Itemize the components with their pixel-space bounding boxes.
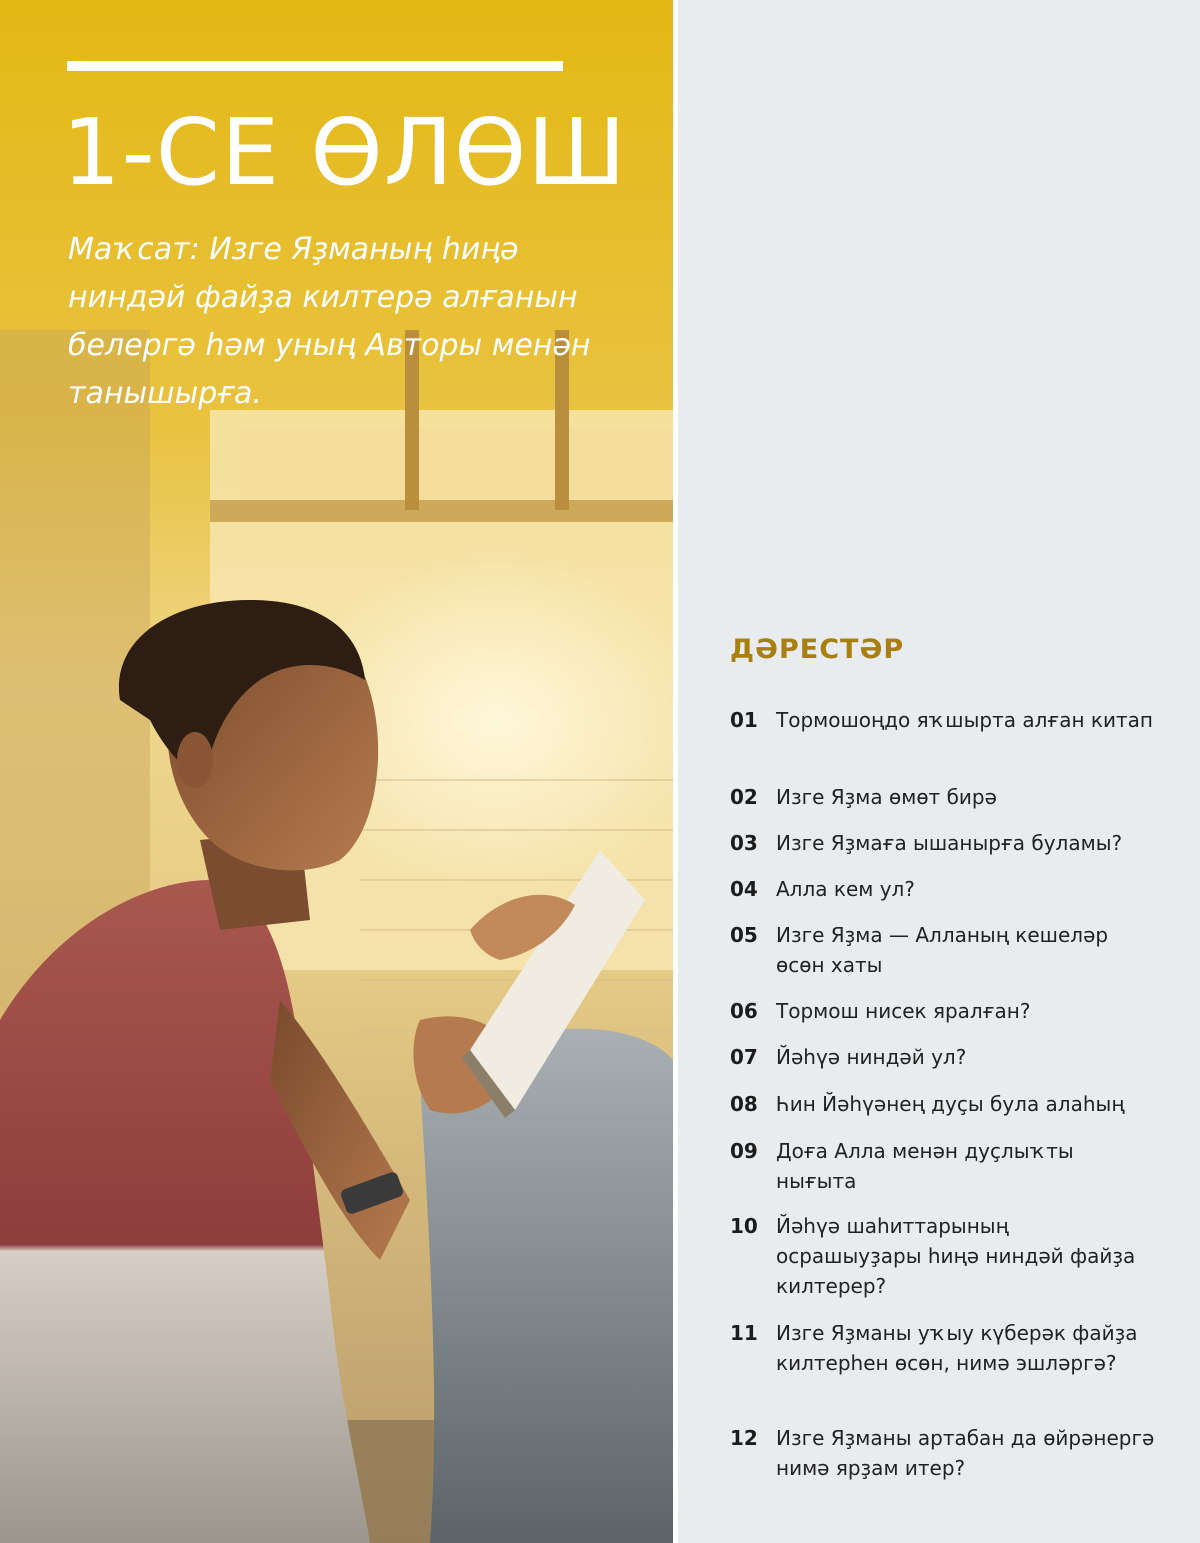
lesson-number: 09 [730,1139,758,1163]
lesson-number: 03 [730,831,758,855]
lesson-number: 06 [730,999,758,1023]
lesson-title: Йәһүә ниндәй ул? [776,1045,967,1069]
title-rule [67,61,563,71]
lesson-number: 10 [730,1214,758,1238]
lessons-heading: ДӘРЕСТӘР [730,634,905,665]
lesson-number: 07 [730,1045,758,1069]
lesson-title: Изге Яҙма өмөт бирә [776,785,997,809]
lesson-number: 02 [730,785,758,809]
lesson-title: Изге Яҙманы артабан да өйрәнергә нимә ярҙам итер? [776,1426,1155,1480]
lesson-title: Изге Яҙманы уҡыу күберәк файҙа килтерһен өсөн, нимә эшләргә? [776,1321,1138,1375]
lesson-number: 11 [730,1321,758,1345]
lesson-title: Тормош нисек яралған? [776,999,1031,1023]
part-title: 1-СЕ ӨЛӨШ [62,99,627,206]
lesson-number: 04 [730,877,758,901]
panel-divider [673,0,678,1543]
lesson-title: Алла кем ул? [776,877,915,901]
lesson-title: Изге Яҙмаға ышанырға буламы? [776,831,1123,855]
lesson-title: Һин Йәһүәнең дуҫы була алаһың [776,1092,1125,1116]
lesson-number: 12 [730,1426,758,1450]
lesson-title: Тормошоңдо яҡшырта алған китап [776,708,1153,732]
lesson-title: Доға Алла менән дуҫлыҡты нығыта [776,1139,1074,1193]
lesson-title: Изге Яҙма — Алланың кешеләр өсөн хаты [776,923,1109,977]
lesson-number: 08 [730,1092,758,1116]
lesson-number: 01 [730,708,758,732]
lesson-title: Йәһүә шаһиттарының осрашыуҙары һиңә ниндәй файҙа килтерер? [776,1214,1136,1298]
lesson-number: 05 [730,923,758,947]
part-goal: Маҡсат: Изге Яҙманың һиңә ниндәй файҙа килтерә алғанын белергә һәм уның Авторы менән танышырға. [68,232,591,411]
